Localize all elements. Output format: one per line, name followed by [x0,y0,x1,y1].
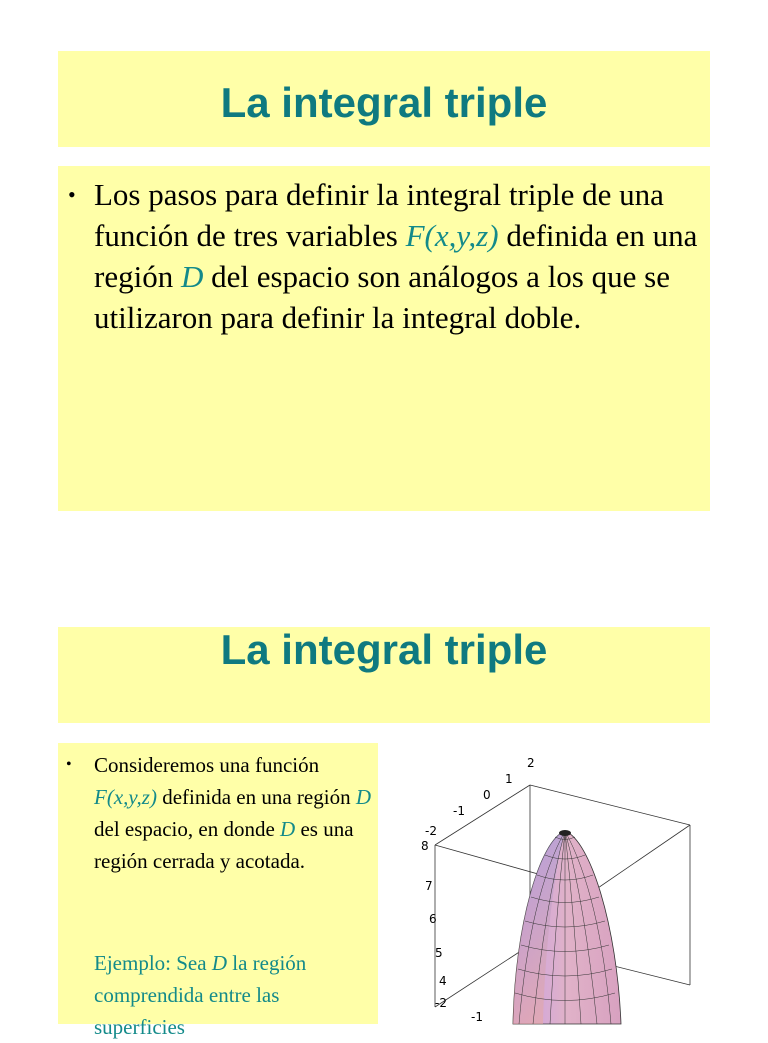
tick-left-6: 6 [429,912,437,926]
slide1-bullet-item [66,174,706,338]
slide2-title: La integral triple [220,626,548,673]
left-axis-ticks [421,839,447,988]
slide1-title: La integral triple [220,79,548,126]
slide1-text-3: del espacio son análogos a los que se utilizaron para definir la integral doble. [94,259,670,335]
slide2-bullet-list [64,749,374,877]
bullet-dot-icon: • [68,182,76,207]
slide2-example [94,947,374,1043]
tick-top-2: 2 [527,756,535,770]
slide2-text-1: Consideremos una función [94,753,320,777]
bottom-axis-ticks [435,996,483,1024]
slide1-function-name: F(x,y,z) [405,218,499,253]
slide2-region-name-2: D [280,817,296,841]
slide2-title-box [58,627,710,723]
paraboloid-3d-plot [405,745,715,1024]
slide1-body-box [58,166,710,511]
tick-top-neg2: -2 [425,824,437,838]
slide1-title-box [58,51,710,147]
slide2-text-4: es una región cerrada y acotada. [94,817,354,873]
example-text-1: Ejemplo: Sea [94,951,212,975]
slide1-text-1: Los pasos para definir la integral triple de una función de tres variables [94,177,664,253]
tick-top-1: 1 [505,772,513,786]
slide1-text-2: definida en una región [94,218,698,294]
tick-top-0: 0 [483,788,491,802]
bullet-dot-icon: • [66,756,72,773]
slide1-region-name: D [180,259,204,294]
example-region-name: D [211,951,227,975]
slide2-body-box [58,743,378,1039]
tick-left-5: 5 [435,946,443,960]
slide1-bullet-list [66,174,706,338]
top-axis-ticks [425,756,535,838]
slide2-bullet-item [64,749,374,877]
slide2-text-2: definida en una región [156,785,356,809]
slide2-text-3: del espacio, en donde [94,817,281,841]
tick-top-neg1: -1 [453,804,465,818]
tick-left-7: 7 [425,879,433,893]
slide2-function-name: F(x,y,z) [94,785,157,809]
tick-left-4: 4 [439,974,447,988]
paraboloid-surface [513,830,621,1024]
tick-bottom-neg1: -1 [471,1010,483,1024]
tick-left-8: 8 [421,839,429,853]
example-text-2: la región comprendida entre las superficies [94,951,307,1039]
tick-bottom-neg2: -2 [435,996,447,1010]
slide2-region-name: D [355,785,371,809]
